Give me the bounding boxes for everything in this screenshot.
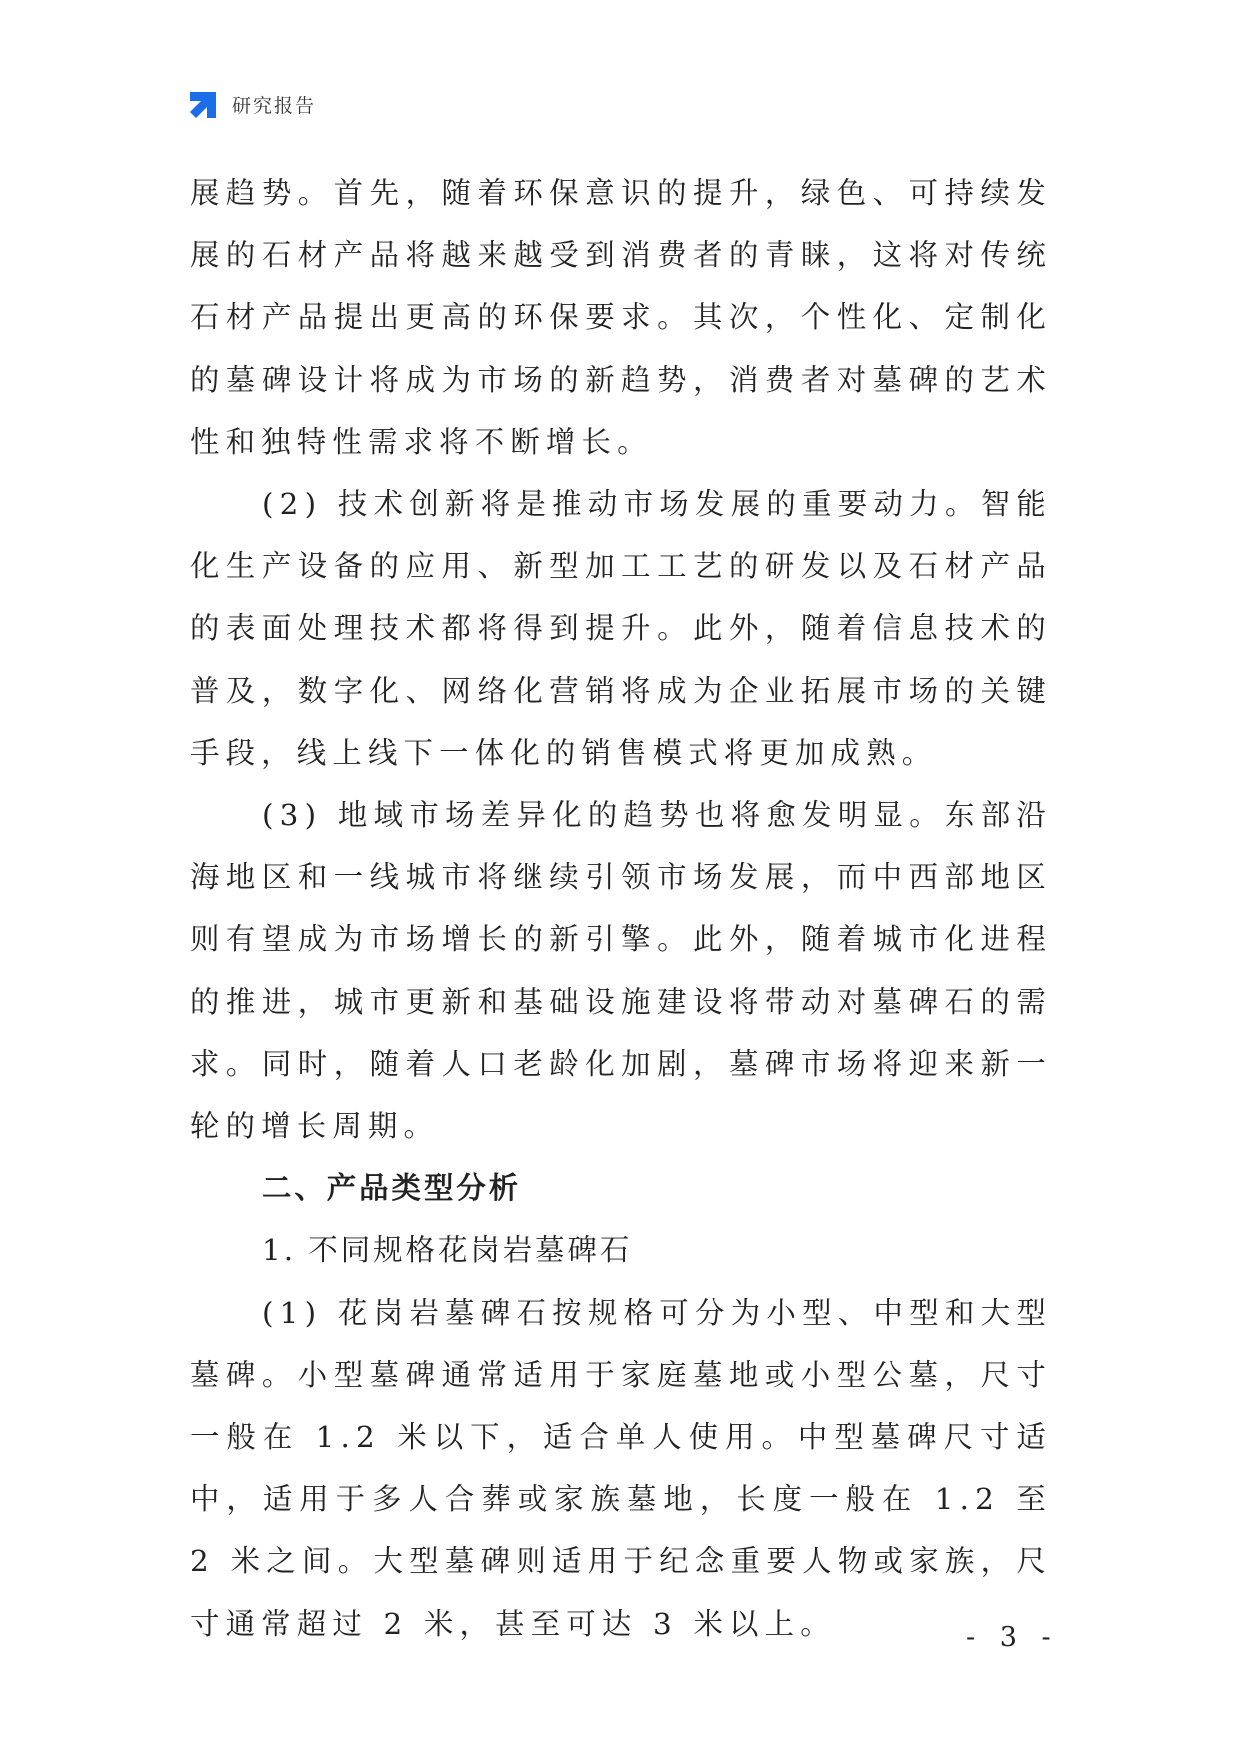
page-number: - 3 - (966, 1622, 1059, 1653)
document-body (190, 162, 1052, 1655)
paragraph-trend-continuation: 展趋势。首先，随着环保意识的提升，绿色、可持续发展的石材产品将越来越受到消费者的青睐，这将对传统石材产品提出更高的环保要求。其次，个性化、定制化的墓碑设计将成为市场的新趋势，消费者对墓碑的艺术性和独特性需求将不断增长。 (190, 176, 1052, 459)
header-title: 研究报告 (232, 94, 317, 117)
paragraph-regional-market: (3) 地域市场差异化的趋势也将愈发明显。东部沿海地区和一线城市将继续引领市场发展，而中西部地区则有望成为市场增长的新引擎。此外，随着城市化进程的推进，城市更新和基础设施建设将带动对墓碑石的需求。同时，随着人口老龄化加剧，墓碑市场将迎来新一轮的增长周期。 (190, 798, 1052, 1144)
arrow-up-right-icon (188, 88, 220, 120)
subsection-heading: 1. 不同规格花岗岩墓碑石 (262, 1233, 633, 1268)
section-heading: 二、产品类型分析 (262, 1171, 522, 1206)
page-header (188, 88, 316, 120)
paragraph-granite-specs: (1) 花岗岩墓碑石按规格可分为小型、中型和大型墓碑。小型墓碑通常适用于家庭墓地或小型公墓，尺寸一般在 1.2 米以下，适合单人使用。中型墓碑尺寸适中，适用于多人合葬或家族墓地，长度一般在 1.2 至 2 米之间。大型墓碑则适用于纪念重要人物或家族，尺寸通常超过 2 米，甚至可达 3 米以上。 (190, 1295, 1052, 1641)
paragraph-tech-innovation: (2) 技术创新将是推动市场发展的重要动力。智能化生产设备的应用、新型加工工艺的研发以及石材产品的表面处理技术都将得到提升。此外，随着信息技术的普及，数字化、网络化营销将成为企业拓展市场的关键手段，线上线下一体化的销售模式将更加成熟。 (190, 487, 1052, 770)
